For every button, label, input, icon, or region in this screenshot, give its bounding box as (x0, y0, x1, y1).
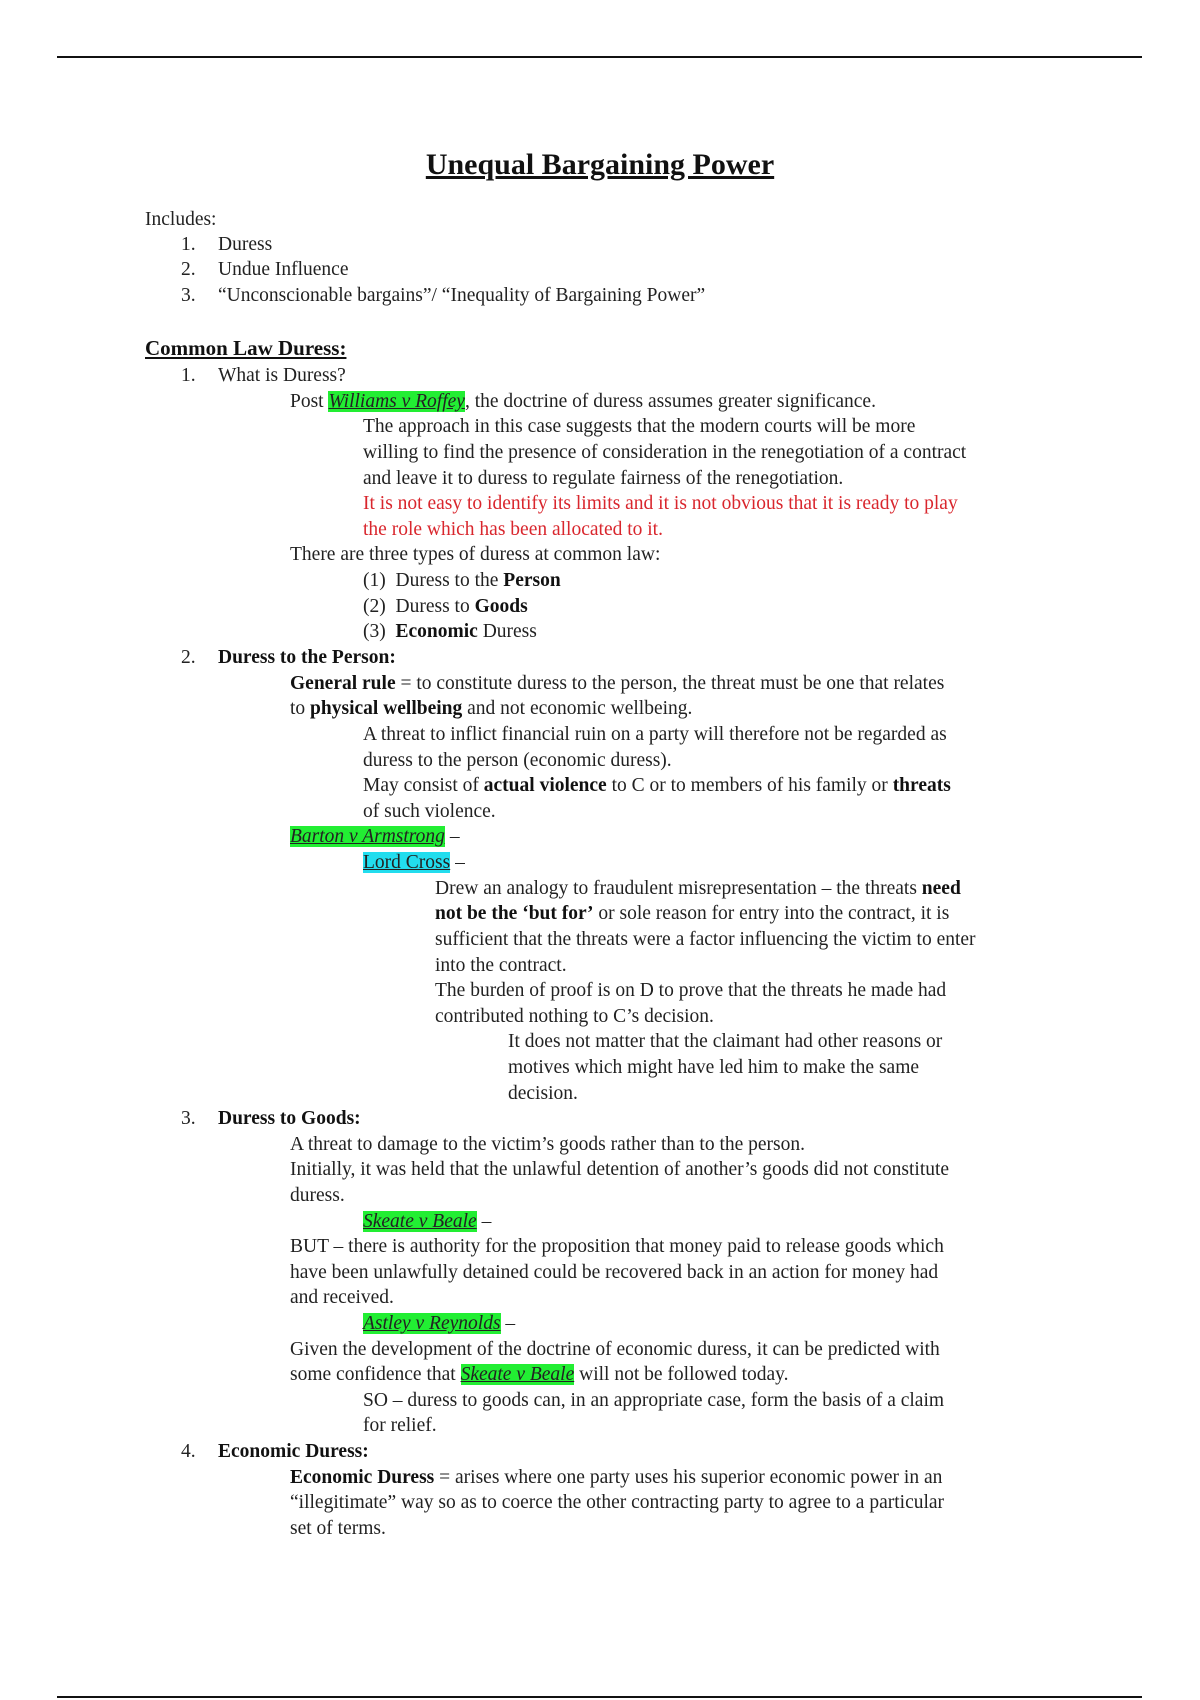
judge-highlight: Lord Cross (363, 852, 451, 873)
paragraph-line: contributed nothing to C’s decision. (435, 1006, 714, 1027)
paragraph-line: There are three types of duress at common law: (290, 544, 661, 565)
list-item: 2. (181, 259, 196, 280)
list-item: 3. (181, 285, 196, 306)
section-number: 4. (181, 1441, 196, 1462)
paragraph-line: and leave it to duress to regulate fairness of the renegotiation. (363, 468, 844, 489)
paragraph-line: A threat to inflict financial ruin on a party will therefore not be regarded as (363, 724, 947, 745)
type-list-item: (3) Economic Duress (363, 621, 537, 642)
paragraph-line: A threat to damage to the victim’s goods rather than to the person. (290, 1134, 805, 1155)
paragraph-line: Given the development of the doctrine of economic duress, it can be predicted with (290, 1339, 940, 1360)
case-highlight: Astley v Reynolds (363, 1313, 501, 1334)
section-number: 2. (181, 647, 196, 668)
paragraph-line: SO – duress to goods can, in an appropriate case, form the basis of a claim (363, 1390, 945, 1411)
subsection-heading: Duress to the Person: (218, 647, 396, 668)
paragraph-line: to physical wellbeing and not economic wellbeing. (290, 698, 693, 719)
paragraph-line: The approach in this case suggests that the modern courts will be more (363, 416, 916, 437)
paragraph-line: some confidence that Skeate v Beale will not be followed today. (290, 1364, 789, 1385)
list-item-text: “Unconscionable bargains”/ “Inequality of Bargaining Power” (218, 285, 706, 306)
type-list-item: (1) Duress to the Person (363, 570, 561, 591)
header-rule (57, 56, 1142, 58)
paragraph-line: have been unlawfully detained could be recovered back in an action for money had (290, 1262, 939, 1283)
case-highlight: Skeate v Beale (460, 1364, 575, 1385)
paragraph-line: General rule = to constitute duress to the person, the threat must be one that relates (290, 673, 945, 694)
case-line: Skeate v Beale – (363, 1211, 492, 1232)
red-note-line: It is not easy to identify its limits and it is not obvious that it is ready to play (363, 493, 958, 514)
paragraph-line: decision. (508, 1083, 578, 1104)
case-line: Astley v Reynolds – (363, 1313, 516, 1334)
paragraph-line: not be the ‘but for’ or sole reason for entry into the contract, it is (435, 903, 950, 924)
subsection-heading: Economic Duress: (218, 1441, 369, 1462)
section-heading: Common Law Duress: (145, 336, 347, 360)
case-line: Barton v Armstrong – (290, 826, 460, 847)
case-highlight: Barton v Armstrong (290, 826, 445, 847)
judge-line: Lord Cross – (363, 852, 465, 873)
footer-rule (57, 1696, 1142, 1698)
list-item-text: Duress (218, 234, 273, 255)
paragraph-line: Initially, it was held that the unlawful detention of another’s goods did not constitute (290, 1159, 950, 1180)
paragraph-line: It does not matter that the claimant had other reasons or (508, 1031, 943, 1052)
paragraph-line: sufficient that the threats were a factor influencing the victim to enter (435, 929, 976, 950)
paragraph-line: Drew an analogy to fraudulent misrepresentation – the threats need (435, 878, 961, 899)
paragraph-line: for relief. (363, 1415, 437, 1436)
type-list-item: (2) Duress to Goods (363, 596, 528, 617)
includes-label: Includes: (145, 209, 217, 230)
case-highlight: Skeate v Beale (363, 1211, 477, 1232)
paragraph-line: willing to find the presence of consideration in the renegotiation of a contract (363, 442, 967, 463)
case-highlight: Williams v Roffey (328, 391, 465, 412)
paragraph-line: May consist of actual violence to C or to members of his family or threats (363, 775, 951, 796)
paragraph-line: motives which might have led him to make the same (508, 1057, 920, 1078)
list-item: 1. (181, 234, 196, 255)
section-number: 3. (181, 1108, 196, 1129)
paragraph-line: Economic Duress = arises where one party uses his superior economic power in an (290, 1467, 943, 1488)
subsection-heading: Duress to Goods: (218, 1108, 361, 1129)
section-number: 1. (181, 365, 196, 386)
paragraph-line: into the contract. (435, 955, 567, 976)
paragraph-line: and received. (290, 1287, 394, 1308)
paragraph-line: duress to the person (economic duress). (363, 750, 672, 771)
paragraph-line: The burden of proof is on D to prove that the threats he made had (435, 980, 947, 1001)
paragraph-line: BUT – there is authority for the proposition that money paid to release goods which (290, 1236, 944, 1257)
red-note-line: the role which has been allocated to it. (363, 519, 663, 540)
paragraph-line: “illegitimate” way so as to coerce the other contracting party to agree to a particular (290, 1492, 945, 1513)
paragraph-line: Post Williams v Roffey, the doctrine of duress assumes greater significance. (290, 391, 876, 412)
subsection-heading: What is Duress? (218, 365, 346, 386)
paragraph-line: of such violence. (363, 801, 496, 822)
paragraph-line: duress. (290, 1185, 345, 1206)
paragraph-line: set of terms. (290, 1518, 386, 1539)
page-title: Unequal Bargaining Power (425, 148, 775, 181)
list-item-text: Undue Influence (218, 259, 349, 280)
